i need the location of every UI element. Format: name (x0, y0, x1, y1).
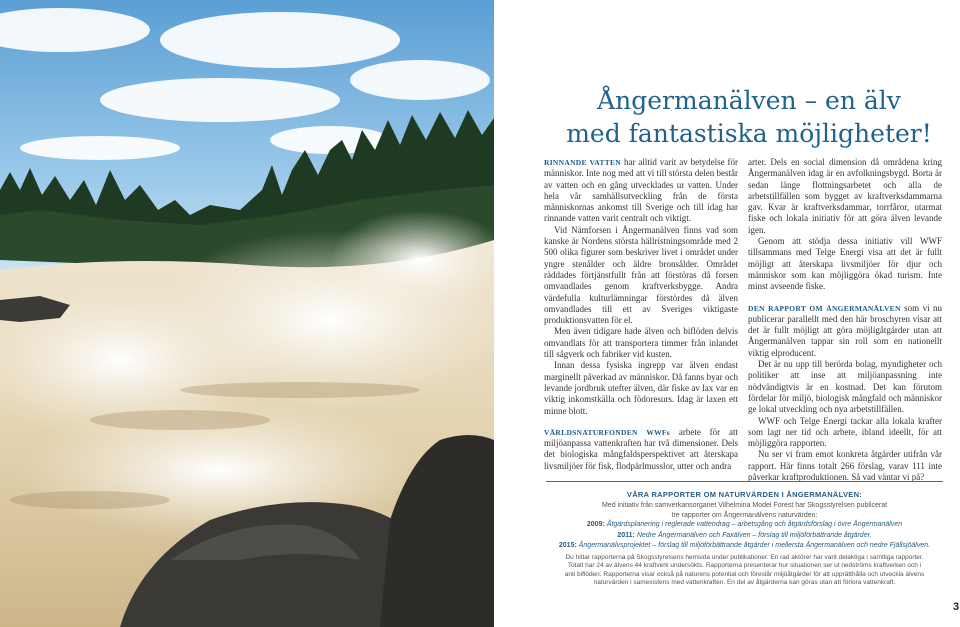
paragraph: arter. Dels en social dimension då områdena kring Ångermanälven idag är en avfolkningsbygd. Borta är sedan länge flottningsarbetet och alla de arbetstillfällen som bygget av kraftverksdammarna gav. Kvar är kraftverksdammar, torrfåror, utarmat fiske och lokala initiativ för att göra älven levande igen. (748, 157, 942, 235)
text-column-right (748, 157, 942, 483)
report-item: 2009: Åtgärdsplanering i reglerade vattendrag – arbetsgång och åtgärdsförslag i övre Ångermanälven (586, 521, 903, 528)
page-number: 3 (953, 601, 960, 613)
paragraph: VÄRLDSNATURFONDEN WWFs arbete för att miljöanpassa vattenkraften har två dimensioner. Dels det biologiska mångfaldsperspektivet att återskapa livsmiljöer för fisk, flodpärlmusslor, utter och andra (544, 426, 738, 471)
title-line-2: med fantastiska möjligheter! (566, 119, 932, 148)
reports-intro: Med initiativ från samverkansorganet Vilhelmina Model Forest har Skogsstyrelsen publicerat tre rapporter om Ångermanälvens naturvärden: (601, 502, 888, 519)
lead-in: RINNANDE VATTEN (544, 158, 622, 167)
reports-heading: VÅRA RAPPORTER OM NATURVÄRDEN I ÅNGERMANÄLVEN: (626, 490, 863, 499)
paragraph: Men även tidigare hade älven och biflöden delvis omvandlats för att transportera timmer från inlandet till sågverk och fabriker vid kusten. (544, 326, 738, 360)
paragraph: Nu ser vi fram emot konkreta åtgärder utifrån vår rapport. Här finns totalt 266 förslag, varav 111 inte påverkar kraftproduktionen. Så vad väntar vi på? (748, 449, 942, 483)
lead-in: VÄRLDSNATURFONDEN WWFs (544, 427, 671, 437)
paragraph: Genom att stödja dessa initiativ vill WWF tillsammans med Telge Energi visa att det är fullt möjligt att återskapa livsmiljöer för djur och människor som kan möjliggöra ökad turism. Inte minst avseende fiske. (748, 236, 942, 292)
article (494, 0, 960, 627)
lead-in: DEN RAPPORT OM ÅNGERMANÄLVEN (748, 303, 901, 313)
page-title (554, 84, 944, 150)
title-line-1: Ångermanälven – en älv (597, 86, 901, 115)
reports-note: Du hittar rapporterna på Skogsstyrelsens hemsida under publikationer. En rad aktörer har varit delaktiga i samtliga rapporter. Totalt har 24 av älvens 44 kraftverk undersökts. Rapporterna presenterar hur situationen ser ut nedströms kraftverken och i anti biflöden. Rapporterna visar också på naturens potential och föreslår miljöåtgärder för att upprätthålla och utveckla älvens naturvärden i samexistens med vattenkraften. En del av åtgärderna kan göras utan att förlora vattenkraft. (564, 553, 925, 586)
paragraph: DEN RAPPORT OM ÅNGERMANÄLVEN som vi nu publicerar parallellt med den här broschyren visar att det är fullt möjligt att göra möjligåtgärder utan att Ångermanälven tappar sin roll som en nationellt viktig elproducent. (748, 302, 943, 358)
paragraph: Innan dessa fysiska ingrepp var älven endast marginellt påverkad av människor. Då fanns byar och levande jordbruk utefter älven, där fiske av lax var en viktig inkomstkälla och födoresurs. Idag är laxen ett minne blott. (544, 360, 738, 416)
text-column-left (544, 157, 738, 472)
paragraph: RINNANDE VATTEN har alltid varit av betydelse för människor. Inte nog med att vi till största delen består av vatten och en gång utvecklades ur vatten. Under hela vår samhällsutveckling från de första människornas ankomst till Sverige och till idag har rinnande vatten varit centralt och viktigt. (544, 157, 738, 224)
paragraph: WWF och Telge Energi tackar alla lokala krafter som lagt ner tid och arbete, ibland ideellt, för att möjliggöra rapporten. (748, 415, 942, 449)
report-item: 2011: Nedre Ångermanälven och Faxälven – förslag till miljöförbättrande åtgärder. (617, 531, 872, 539)
report-item: 2015: Ångermanälvsprojektet – förslag till miljöförbättrande åtgärder i mellersta Ångermanälven och nedre Fjällsjöälven. (558, 542, 931, 549)
paragraph: Det är nu upp till berörda bolag, myndigheter och politiker att inse att miljöanpassning inte nödvändigtvis är en kostnad. Det kan förutom fördelar för miljö, biologisk mångfald och människor ge lokal utveckling och nya arbetstillfällen. (748, 359, 942, 415)
paragraph: Vid Nämforsen i Ångermanälven finns vad som kanske är Nordens största hällristningsområde med 2 500 olika figurer som beskriver livet i området under yngre stenålder och äldre bronsålder. Området räddades förtjänstfullt från att förstöras då forsen omvandlades genom kraftverksbygge. Andra värdefulla kulturlämningar förstördes då älven omvandlades till ett av Sveriges viktigaste produktionsvatten för el. (544, 224, 738, 326)
reports-box (546, 481, 943, 588)
